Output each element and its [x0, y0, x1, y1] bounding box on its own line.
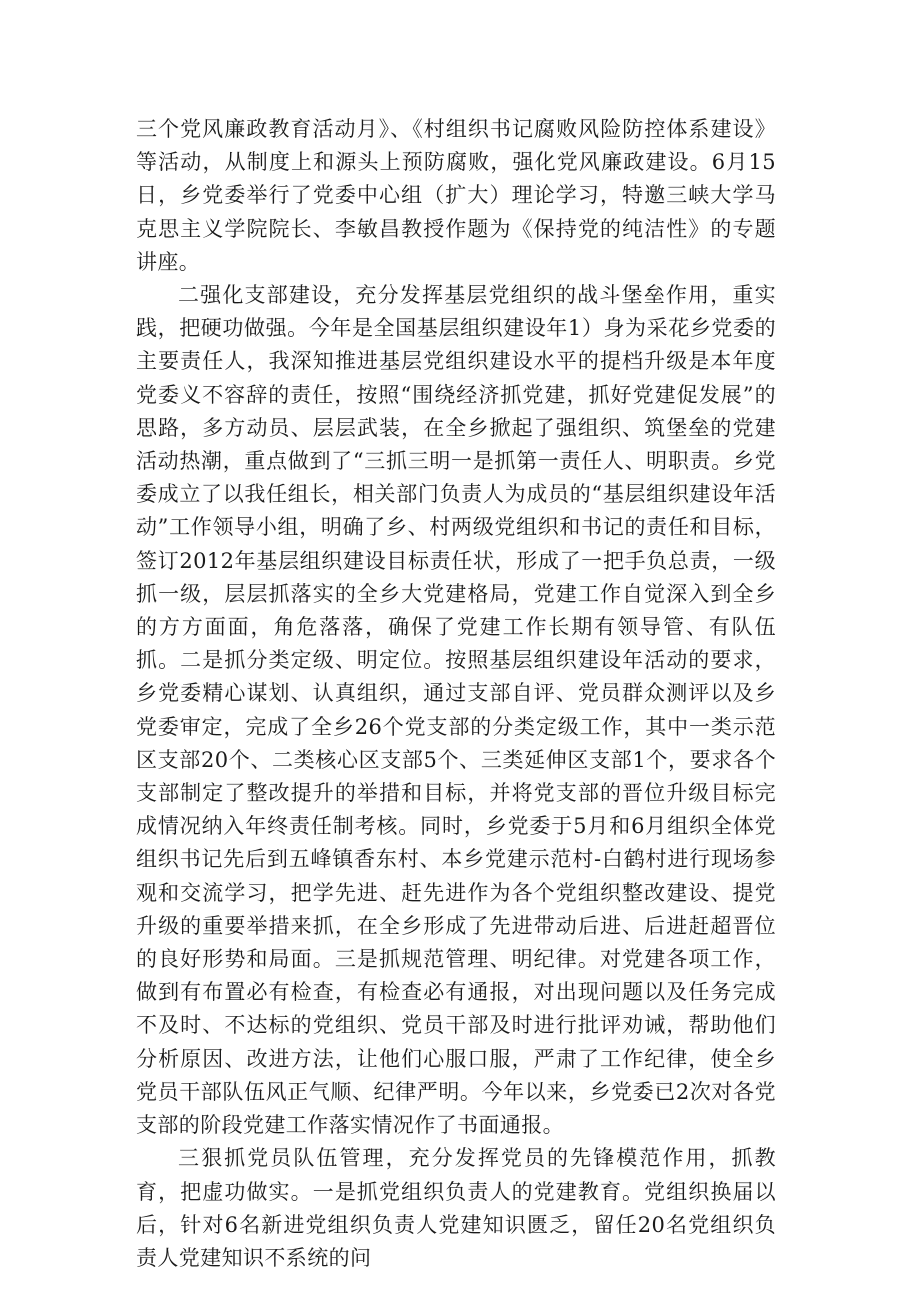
document-body — [136, 113, 776, 1275]
paragraph-3: 三狠抓党员队伍管理，充分发挥党员的先锋模范作用，抓教育，把虚功做实。一是抓党组织负责人的党建教育。党组织换届以后，针对6名新进党组织负责人党建知识匮乏，留任20名党组织负责人党建知识不系统的问 — [136, 1146, 776, 1270]
paragraph-1: 三个党风廉政教育活动月》、《村组织书记腐败风险防控体系建设》等活动，从制度上和源头上预防腐败，强化党风廉政建设。6月15日，乡党委举行了党委中心组（扩大）理论学习，特邀三峡大学马克思主义学院院长、李敏昌教授作题为《保持党的纯洁性》的专题讲座。 — [136, 117, 776, 274]
paragraph-2: 二强化支部建设，充分发挥基层党组织的战斗堡垒作用，重实践，把硬功做强。今年是全国基层组织建设年1）身为采花乡党委的主要责任人，我深知推进基层党组织建设水平的提档升级是本年度党委义不容辞的责任，按照“围绕经济抓党建，抓好党建促发展”的思路，多方动员、层层武装，在全乡掀起了强组织、筑堡垒的党建活动热潮，重点做到了“三抓三明一是抓第一责任人、明职责。乡党委成立了以我任组长，相关部门负责人为成员的“基层组织建设年活动”工作领导小组，明确了乡、村两级党组织和书记的责任和目标，签订2012年基层组织建设目标责任状，形成了一把手负总责，一级抓一级，层层抓落实的全乡大党建格局，党建工作自觉深入到全乡的方方面面，角危落落，确保了党建工作长期有领导管、有队伍抓。二是抓分类定级、明定位。按照基层组织建设年活动的要求，乡党委精心谋划、认真组织，通过支部自评、党员群众测评以及乡党委审定，完成了全乡26个党支部的分类定级工作，其中一类示范区支部20个、二类核心区支部5个、三类延伸区支部1个，要求各个支部制定了整改提升的举措和目标，并将党支部的晋位升级目标完成情况纳入年终责任制考核。同时，乡党委于5月和6月组织全体党组织书记先后到五峰镇香东村、本乡党建示范村-白鹤村进行现场参观和交流学习，把学先进、赶先进作为各个党组织整改建设、提党升级的重要举措来抓，在全乡形成了先进带动后进、后进赶超晋位的良好形势和局面。三是抓规范管理、明纪律。对党建各项工作，做到有布置必有检查，有检查必有通报，对出现问题以及任务完成不及时、不达标的党组织、党员干部及时进行批评劝诫，帮助他们分析原因、改进方法，让他们心服口服，严肃了工作纪律，使全乡党员干部队伍风正气顺、纪律严明。今年以来，乡党委已2次对各党支部的阶段党建工作落实情况作了书面通报。 — [136, 283, 776, 1138]
